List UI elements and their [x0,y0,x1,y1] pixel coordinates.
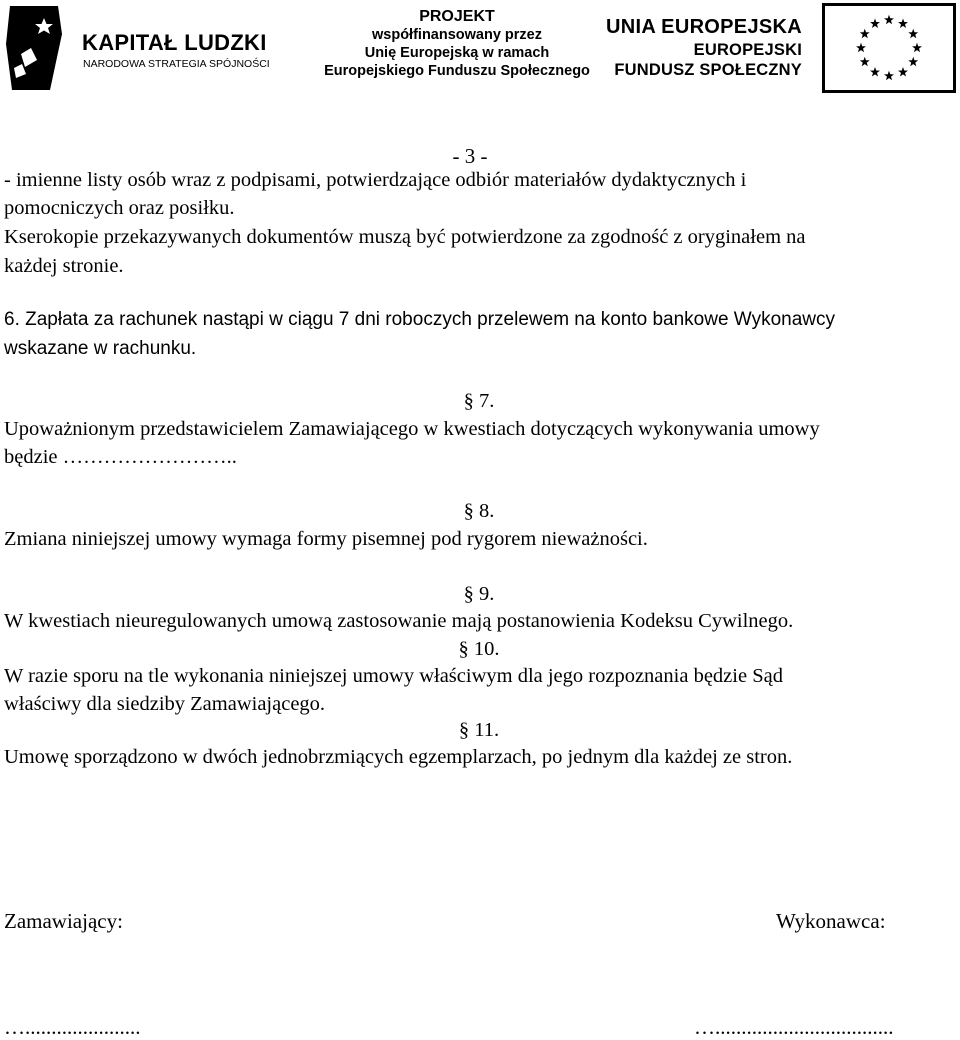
text-line: będzie …………………….. [4,446,237,468]
page-header [0,0,960,100]
eu-union-label: UNIA EUROPEJSKA [605,16,802,38]
eu-flag-icon [822,3,956,93]
project-cofinancing-note [300,8,614,80]
client-signature-line: …...................... [4,1015,141,1039]
kapital-ludzki-subtitle: NARODOWA STRATEGIA SPÓJNOŚCI [83,58,270,70]
text-line: W kwestiach nieuregulowanych umową zastosowanie mają postanowienia Kodeksu Cywilnego. [4,610,794,632]
text-line: pomocniczych oraz posiłku. [4,197,235,219]
eu-fund-line: EUROPEJSKI [693,41,802,59]
section-heading: § 11. [458,719,500,741]
section-heading: § 8. [463,500,495,522]
text-line: Kserokopie przekazywanych dokumentów muszą być potwierdzone za zgodność z oryginałem na [4,226,806,248]
kapital-ludzki-logo-icon [6,4,62,92]
project-line: współfinansowany przez [372,27,542,43]
text-line: - imienne listy osób wraz z podpisami, potwierdzające odbiór materiałów dydaktycznych i [4,169,747,191]
kapital-ludzki-title: KAPITAŁ LUDZKI [82,30,267,55]
page-number: - 3 - [452,144,488,168]
text-line: 6. Zapłata za rachunek nastąpi w ciągu 7 dni roboczych przelewem na konto bankowe Wykonawcy [4,309,835,330]
text-line: Upoważnionym przedstawicielem Zamawiającego w kwestiach dotyczących wykonywania umowy [4,418,820,440]
text-line: Umowę sporządzono w dwóch jednobrzmiących egzemplarzach, po jednym dla każdej ze stron. [4,746,793,768]
text-line: każdej stronie. [4,255,124,277]
section-heading: § 9. [463,583,495,605]
section-heading: § 7. [463,390,495,412]
project-label: PROJEKT [419,8,495,25]
client-signature-label: Zamawiający: [4,909,123,933]
eu-fund-label [606,14,802,80]
text-line: właściwy dla siedziby Zamawiającego. [4,693,326,715]
eu-fund-line: FUNDUSZ SPOŁECZNY [614,61,802,79]
project-line: Europejskiego Funduszu Społecznego [324,63,590,79]
contractor-signature-line: ….................................. [694,1015,894,1039]
contractor-signature-label: Wykonawca: [776,909,886,933]
section-heading: § 10. [458,638,500,660]
project-line: Unię Europejską w ramach [364,45,550,61]
text-line: wskazane w rachunku. [4,338,197,359]
text-line: Zmiana niniejszej umowy wymaga formy pisemnej pod rygorem nieważności. [4,528,648,550]
text-line: W razie sporu na tle wykonania niniejszej umowy właściwym dla jego rozpoznania będzie Sąd [4,665,783,687]
